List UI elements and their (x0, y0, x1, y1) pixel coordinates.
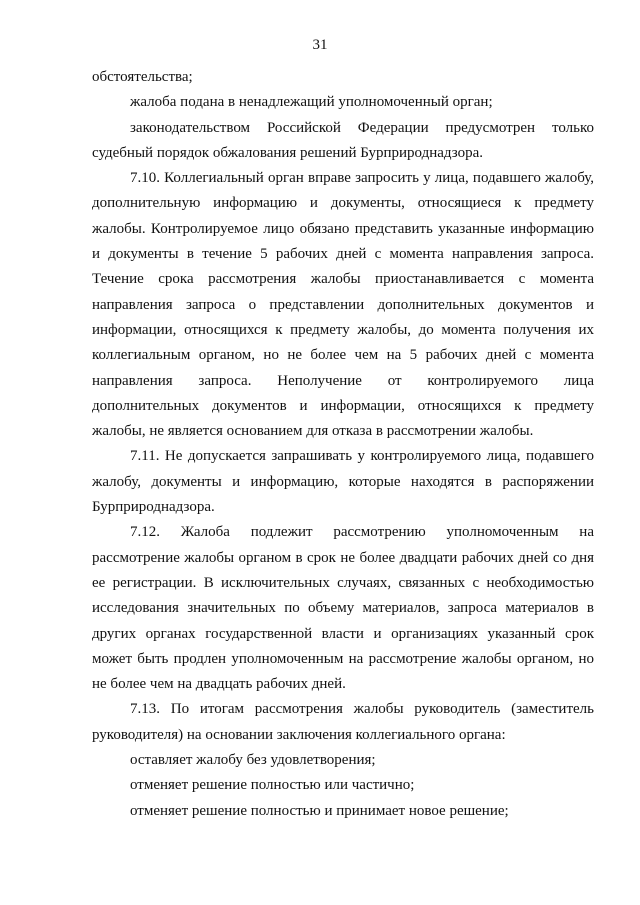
list-item-improper-authority: жалоба подана в ненадлежащий уполномоченный орган; (130, 94, 493, 111)
page-number: 31 (312, 37, 328, 53)
document-body (92, 65, 594, 824)
paragraph-continuation: обстоятельства; (92, 69, 193, 85)
paragraph-7-11: 7.11. Не допускается запрашивать у контролируемого лица, подавшего жалобу, документы и информацию, которые находятся в распоряжении Бурприроднадзора. (92, 448, 594, 516)
list-item-judicial-procedure: законодательством Российской Федерации предусмотрен только судебный порядок обжалования решений Бурприроднадзора. (92, 119, 594, 161)
list-item-cancel-new-decision: отменяет решение полностью и принимает новое решение; (130, 802, 509, 819)
paragraph-7-13: 7.13. По итогам рассмотрения жалобы руководитель (заместитель руководителя) на основании заключения коллегиального органа: (92, 701, 594, 743)
paragraph-7-12: 7.12. Жалоба подлежит рассмотрению уполномоченным на рассмотрение жалобы органом в срок не более двадцати рабочих дней со дня ее регистрации. В исключительных случаях, связанных с необходимостью исследования значительных по объему материалов, запроса материалов в других органах государственной власти и организациях указанный срок может быть продлен уполномоченным на рассмотрение жалобы органом, но не более чем на двадцать рабочих дней. (92, 524, 594, 693)
paragraph-7-10: 7.10. Коллегиальный орган вправе запросить у лица, подавшего жалобу, дополнительную информацию и документы, относящиеся к предмету жалобы. Контролируемое лицо обязано представить указанные информацию и документы в течение 5 рабочих дней с момента направления запроса. Течение срока рассмотрения жалобы приостанавливается с момента направления запроса о представлении дополнительных документов и информации, относящихся к предмету жалобы, до момента получения их коллегиальным органом, но не более чем на 5 рабочих дней с момента направления запроса. Неполучение от контролируемого лица дополнительных документов и информации, относящихся к предмету жалобы, не является основанием для отказа в рассмотрении жалобы. (92, 170, 594, 440)
list-item-cancel-partially: отменяет решение полностью или частично; (130, 777, 415, 794)
list-item-leave-unsatisfied: оставляет жалобу без удовлетворения; (130, 752, 376, 769)
